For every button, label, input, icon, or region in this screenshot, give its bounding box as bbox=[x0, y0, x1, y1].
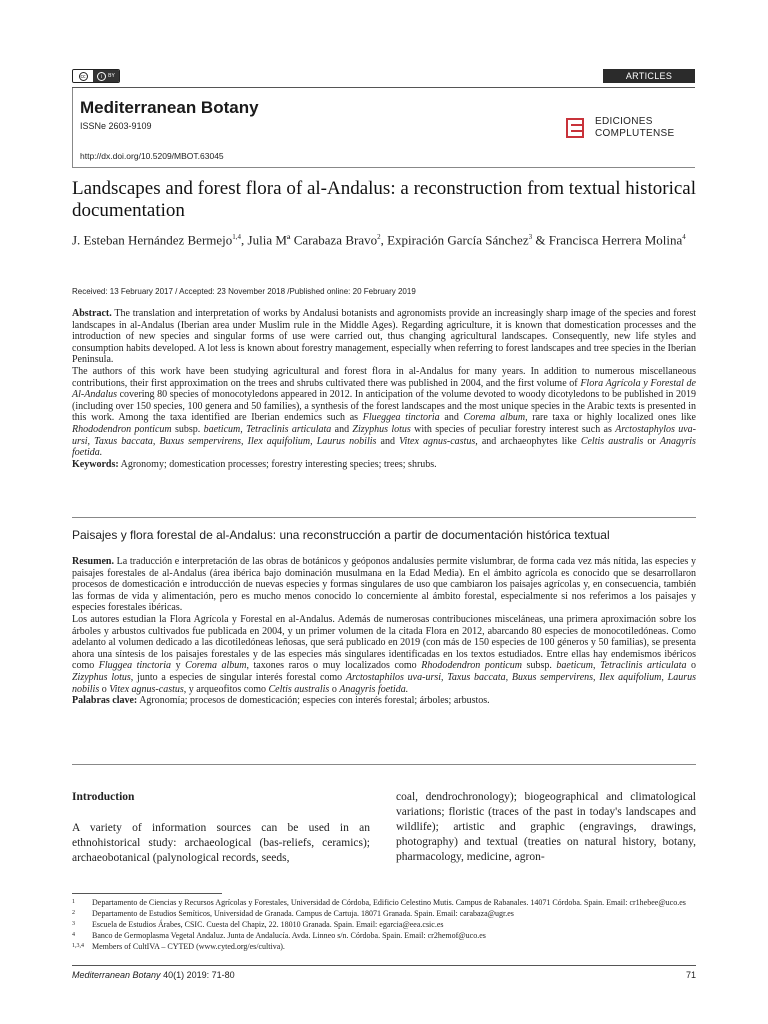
keywords-text: Agronomy; domestication processes; forestry interesting species; trees; shrubs. bbox=[118, 458, 437, 470]
abstract-text: subsp. bbox=[171, 423, 204, 435]
divider bbox=[72, 517, 696, 518]
by-person-icon: i bbox=[97, 72, 106, 81]
species-name: Corema album bbox=[185, 660, 247, 672]
species-name: Tetraclinis articulata bbox=[600, 660, 687, 672]
resumen-text: subsp. bbox=[522, 660, 557, 672]
species-name: Flueggea tinctoria bbox=[362, 412, 440, 424]
resumen bbox=[72, 556, 696, 707]
page-number: 71 bbox=[685, 970, 696, 980]
footnote-text: Escuela de Estudios Árabes, CSIC. Cuesta del Chapiz, 22. 18010 Granada. Spain. Email: egarcia@eea.csic.es bbox=[92, 920, 444, 929]
body-column-left bbox=[72, 790, 370, 866]
author-name: Expiración García Sánchez bbox=[387, 232, 529, 248]
author-separator: & bbox=[532, 232, 549, 248]
resumen-paragraph-2 bbox=[72, 614, 696, 695]
resumen-paragraph-1 bbox=[72, 556, 696, 614]
section-heading: Introduction bbox=[72, 791, 135, 803]
body-paragraph: A variety of information sources can be used in an ethnohistorical study: archaeological (bas-reliefs, ceramics); archaeobotanical (palynological records, seeds, bbox=[72, 822, 370, 864]
footnote bbox=[72, 897, 696, 908]
author-affiliation: 1,4 bbox=[232, 233, 242, 241]
species-name: Fluggea tinctoria bbox=[98, 660, 172, 672]
species-name: Arctostaphilos uva-ursi, Taxus baccata, Buxus sempervirens, Ilex aquifolium, Laurus nobilis bbox=[72, 671, 697, 695]
species-name: Vitex agnus-castus bbox=[109, 683, 184, 695]
spanish-title: Paisajes y flora forestal de al-Andalus: una reconstrucción a partir de documentación histórica textual bbox=[72, 528, 610, 542]
journal-title: Mediterranean Botany bbox=[80, 98, 259, 117]
divider bbox=[72, 764, 696, 765]
author-affiliation: 4 bbox=[682, 233, 686, 241]
abstract-text: and bbox=[376, 435, 400, 447]
footnote-text: Departamento de Estudios Semíticos, Universidad de Granada. Campus de Cartuja. 18071 Granada. Spain. Email: carabaza@ugr.es bbox=[92, 909, 514, 918]
footer-journal: Mediterranean Botany bbox=[72, 970, 161, 980]
footnote-number: 3 bbox=[72, 921, 75, 927]
abstract bbox=[72, 308, 696, 470]
palabras-clave-label: Palabras clave: bbox=[72, 695, 138, 707]
journal-issn: ISSNe 2603-9109 bbox=[80, 121, 152, 131]
species-name: Anagyris foetida. bbox=[339, 683, 409, 695]
footnote-number: 2 bbox=[72, 910, 75, 916]
abstract-text: with species of peculiar forestry interest such as bbox=[410, 423, 616, 435]
resumen-text: o bbox=[329, 683, 340, 695]
abstract-paragraph-2 bbox=[72, 366, 696, 459]
footnote-text: Banco de Germoplasma Vegetal Andaluz. Junta de Andalucía. Avda. Linneo s/n. Córdoba. Spain. Email: cr2hemof@uco.es bbox=[92, 931, 486, 940]
resumen-text: Los autores estudian la Flora Agrícola y Forestal en al-Andalus. Además de numerosas contribuciones misceláneas, una primera aproximación sobre los árboles y arbustos cultivados fue publicada en 2004, y un primer volumen de la citada Flora en 2012, abarcando 80 especies de monocotiledóneas. Como adelanto al volumen dedicado a las dicotiledóneas leñosas, que será publicado en 2019 (con más de 150 especies de 100 géneros y 50 familias), se presenta ahora una síntesis de los paisajes forestales y de las especies más singulares identificadas en los textos estudiados. Entre ellas hay endemismos ibéricos como bbox=[72, 613, 696, 672]
footer-citation bbox=[72, 970, 235, 980]
author-name: Julia Mª Carabaza Bravo bbox=[247, 232, 378, 248]
body-paragraph: coal, dendrochronology); biogeographical and climatological variations; floristic (traces of the past in today's landscapes and wildlife); artistic and graphic (engravings, drawings, photography) and textual (treaties on natural history, botany, pharmacology, medicine, agron- bbox=[396, 791, 696, 863]
footnote-rule bbox=[72, 893, 222, 894]
species-name: Anagyris foetida. bbox=[72, 435, 696, 459]
body-column-right bbox=[396, 790, 696, 865]
publisher-line-1: EDICIONES bbox=[595, 116, 653, 127]
by-label: BY bbox=[108, 73, 115, 79]
resumen-label: Resumen. bbox=[72, 556, 114, 567]
species-name: Celtis australis bbox=[268, 683, 330, 695]
species-name: Celtis australis bbox=[580, 435, 644, 447]
resumen-text: , taxones raros o muy localizados como bbox=[246, 660, 422, 672]
species-name: Rhododendron ponticum bbox=[421, 660, 523, 672]
author-affiliation: 3 bbox=[528, 233, 533, 241]
footnotes bbox=[72, 897, 696, 952]
abstract-text: The authors of this work have been studying agricultural and forest flora in al-Andalus for many years. In addition to numerous miscellaneous contributions, their first approximation on the trees and shrubs cultivated there was published in 2004, and the first volume of bbox=[72, 365, 696, 389]
resumen-text: , bbox=[593, 660, 601, 672]
abstract-text: , and archaeophytes like bbox=[475, 435, 581, 447]
work-title: Flora Agrícola y Forestal de Al-Andalus bbox=[72, 377, 696, 401]
abstract-text: rare taxa or highly localized ones like bbox=[527, 412, 696, 424]
author-affiliation: 2 bbox=[377, 233, 381, 241]
publisher-line-2: COMPLUTENSE bbox=[595, 128, 675, 139]
author-separator: , bbox=[380, 232, 388, 248]
palabras-clave bbox=[72, 695, 696, 707]
footnote-text: Departamento de Ciencias y Recursos Agrícolas y Forestales, Universidad de Córdoba, Edificio Celestino Mutis. Campus de Rabanales. 14071 Córdoba. Spain. Email: cr1hebee@uco.es bbox=[92, 898, 686, 907]
abstract-text: and bbox=[439, 412, 464, 424]
footnote-number: 1 bbox=[72, 899, 75, 905]
publisher-name bbox=[595, 116, 674, 140]
footnote bbox=[72, 919, 696, 930]
keywords bbox=[72, 459, 696, 471]
article-title: Landscapes and forest flora of al-Andalus: a reconstruction from textual historical documentation bbox=[72, 178, 696, 221]
species-name: Vitex agnus-castus bbox=[399, 435, 476, 447]
footnote bbox=[72, 941, 696, 952]
species-name: Zizyphus lotus bbox=[352, 423, 411, 435]
footnote-number: 1,3,4 bbox=[72, 943, 84, 949]
author-name: Francisca Herrera Molina bbox=[548, 232, 683, 248]
resumen-text: y bbox=[171, 660, 186, 672]
species-name: baeticum bbox=[556, 660, 594, 672]
species-name: Corema album, bbox=[463, 412, 528, 424]
footer-volume: 40(1) 2019: 71-80 bbox=[160, 970, 235, 980]
abstract-text: and bbox=[331, 423, 353, 435]
keywords-label: Keywords: bbox=[72, 458, 119, 470]
author-name: J. Esteban Hernández Bermejo bbox=[72, 232, 233, 248]
abstract-label: Abstract. bbox=[72, 308, 112, 319]
footnote bbox=[72, 930, 696, 941]
footnote-text: Members of CultIVA – CYTED (www.cyted.org/es/cultiva). bbox=[92, 942, 285, 951]
resumen-text: o bbox=[686, 660, 696, 672]
author-separator: , bbox=[241, 232, 248, 248]
species-name: Arctostaphylos uva-ursi, Taxus baccata, Buxus sempervirens, Ilex aquifolium, Laurus nobilis bbox=[72, 423, 696, 447]
palabras-clave-text: Agronomía; procesos de domesticación; especies con interés forestal; árboles; arbustos. bbox=[137, 695, 490, 707]
abstract-paragraph-1 bbox=[72, 308, 696, 366]
cc-logo-icon: cc bbox=[80, 73, 86, 80]
abstract-text: The translation and interpretation of works by Andalusi botanists and agronomists provide an increasingly sharp image of the species and forest landscapes in al-Andalus (Iberian area under Muslim rule in the Middle Ages). Regarding agriculture, it is known that domestication processes and the introduction of new species and singular forms of use were carried out, thus changing agricultural landscapes. Consequently, new life styles and consumption habits developed. A lot less is known about forestry management, especially when referring to forest landscapes and tree species in the Iberian Peninsula. bbox=[72, 308, 697, 366]
resumen-text: o bbox=[99, 683, 110, 695]
species-name: baeticum, Tetraclinis articulata bbox=[203, 423, 332, 435]
footnote bbox=[72, 908, 696, 919]
footer-rule bbox=[72, 965, 696, 966]
abstract-text: covering 80 species of monocotyledons appeared in 2012. In anticipation of the volume devoted to woody dicotyledons to be published in 2019 (including over 150 species, 100 genera and 50 families), a synthesis of the forest landscapes and the most unique species in the Arabic texts is presented in this work. Among the taxa identified are Iberian endemics such as bbox=[72, 389, 696, 424]
resumen-text: , y arqueofitos como bbox=[183, 683, 269, 695]
species-name: Zizyphus lotus bbox=[72, 671, 131, 683]
cc-by-icon bbox=[72, 69, 120, 83]
footnote-number: 4 bbox=[72, 932, 75, 938]
doi-link[interactable]: http://dx.doi.org/10.5209/MBOT.63045 bbox=[80, 151, 224, 161]
resumen-text: , junto a especies de singular interés forestal como bbox=[130, 671, 346, 683]
abstract-text: or bbox=[643, 435, 660, 447]
resumen-text: La traducción e interpretación de las obras de botánicos y geóponos andalusíes permite vislumbrar, de forma cada vez más nítida, las especies y paisajes forestales de al-Andalus (área ibérica bajo dominación musulmana en la Edad Media). En el ámbito agrícola es conocido que se desarrollaron procesos de domesticación e introducción de nuevas especies y formas singulares de uso que cambiaron los paisajes agrícolas y, en consecuencia, también las formas de vida y alimentación, pero es mucho menos conocido lo concerniente al ámbito forestal, especialmente si nos referimos a los paisajes y especies forestales ibéricas. bbox=[72, 556, 696, 614]
species-name: Rhododendron ponticum bbox=[72, 423, 172, 435]
publication-dates: Received: 13 February 2017 / Accepted: 23 November 2018 /Published online: 20 February 2019 bbox=[72, 287, 416, 296]
section-label: ARTICLES bbox=[603, 69, 695, 83]
author-list bbox=[72, 229, 696, 248]
publisher-logo-icon bbox=[566, 118, 584, 138]
